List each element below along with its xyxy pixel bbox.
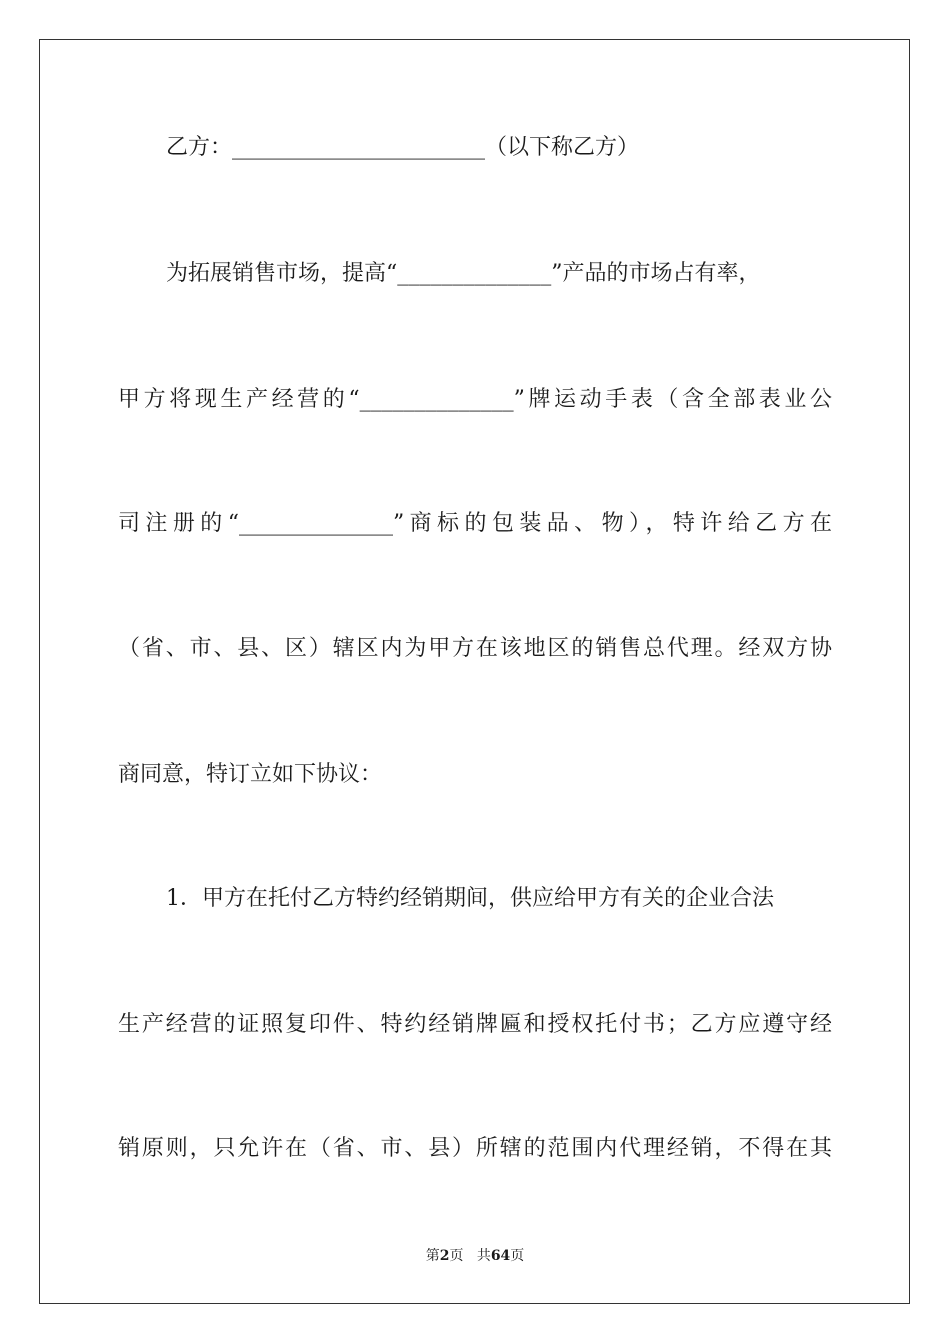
total-prefix: 共	[476, 1248, 491, 1264]
paragraph-line: 司注册的“______________”商标的包装品、物），特许给乙方在	[118, 511, 832, 536]
paragraph-line: （省、市、县、区）辖区内为甲方在该地区的销售总代理。经双方协	[118, 636, 832, 661]
paragraph-line: 生产经营的证照复印件、特约经销牌匾和授权托付书；乙方应遵守经	[118, 1012, 832, 1037]
paragraph-line: 销原则，只允许在（省、市、县）所辖的范围内代理经销，不得在其	[118, 1136, 832, 1161]
paragraph-line: 商同意，特订立如下协议：	[118, 762, 383, 787]
clause-1-line: 1．甲方在托付乙方特约经销期间，供应给甲方有关的企业合法	[166, 886, 774, 911]
page-number: 2	[439, 1248, 450, 1264]
page-suffix: 页	[449, 1248, 464, 1264]
page-prefix: 第	[425, 1248, 440, 1264]
paragraph-line: 甲方将现生产经营的“______________”牌运动手表（含全部表业公	[118, 387, 832, 412]
party-b-line: 乙方：_______________________（以下称乙方）	[166, 135, 640, 160]
page-frame	[39, 39, 910, 1304]
total-suffix: 页	[510, 1248, 525, 1264]
total-pages: 64	[490, 1248, 511, 1264]
paragraph-line: 为拓展销售市场，提高“______________”产品的市场占有率，	[166, 261, 761, 286]
page-footer	[0, 1247, 950, 1265]
